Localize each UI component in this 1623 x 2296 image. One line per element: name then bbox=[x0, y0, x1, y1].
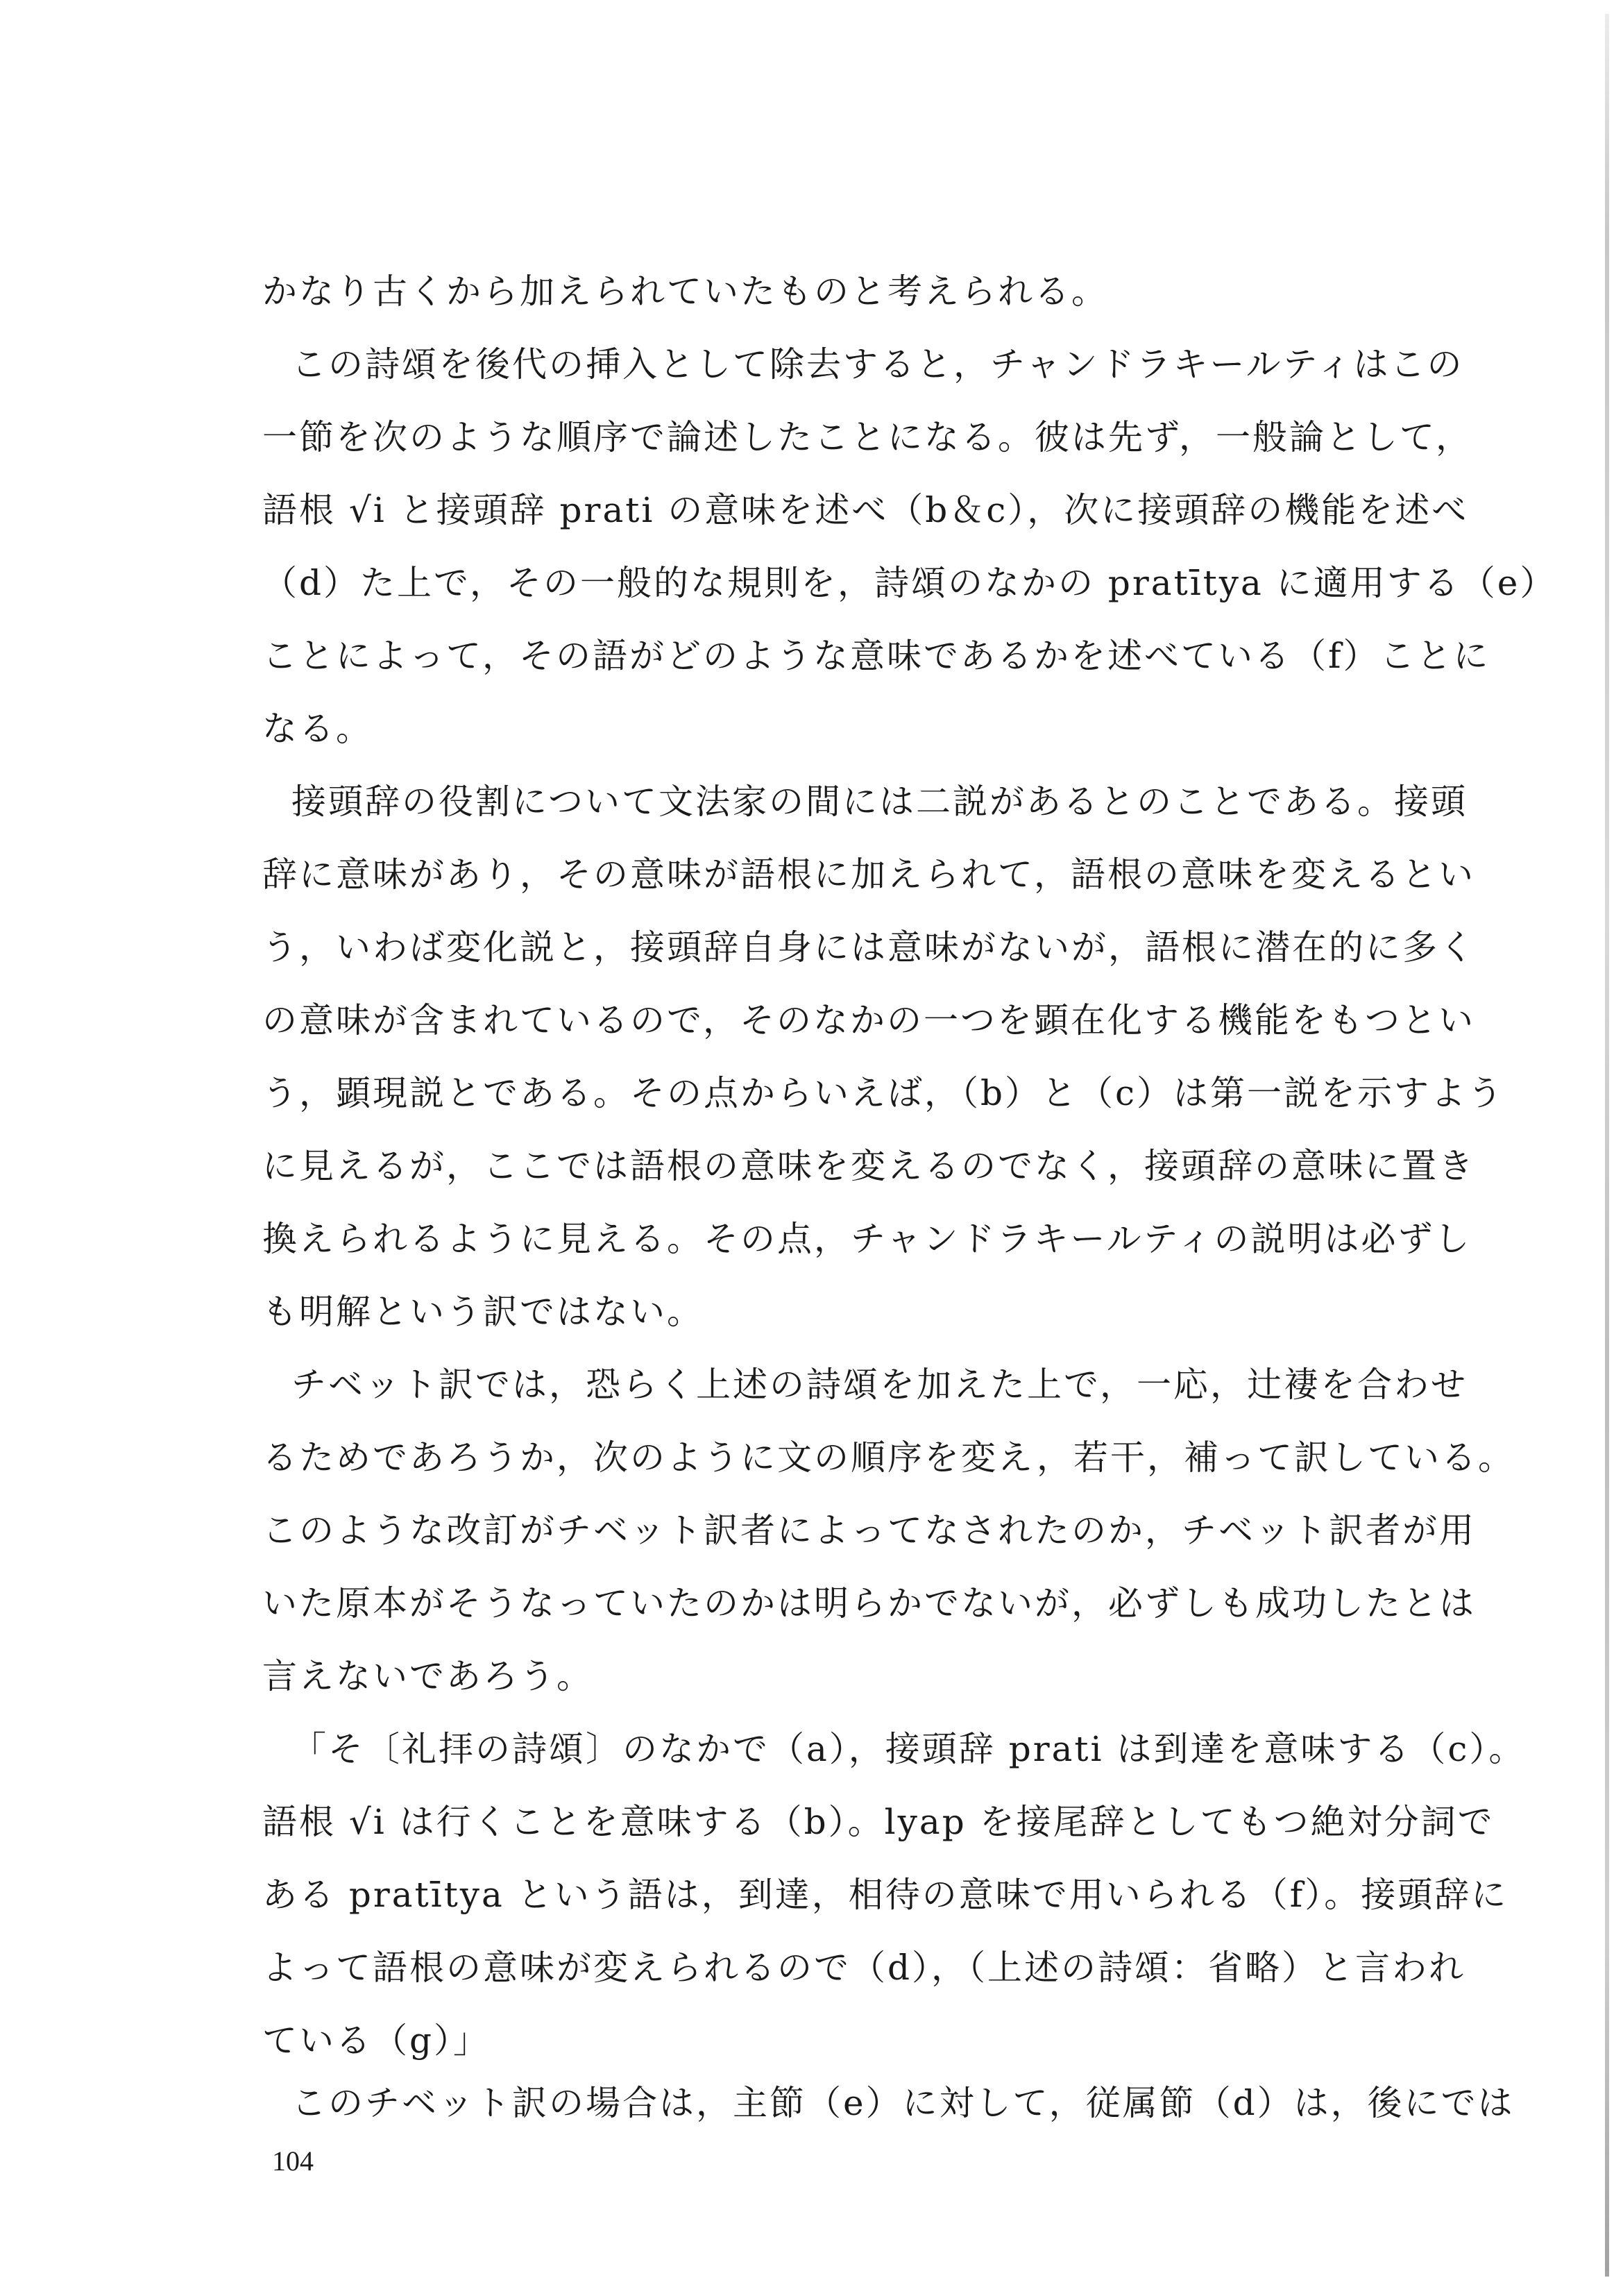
page-number: 104 bbox=[272, 2145, 314, 2177]
text-line: 「そ〔礼拝の詩頌〕のなかで（a），接頭辞 prati は到達を意味する（c）。 bbox=[291, 1729, 1526, 1769]
text-line: う，いわば変化説と，接頭辞自身には意味がないが，語根に潜在的に多く bbox=[262, 927, 1476, 968]
text-line: この詩頌を後代の挿入として除去すると，チャンドラキールティはこの bbox=[291, 344, 1464, 385]
text-line: の意味が含まれているので，そのなかの一つを顕在化する機能をもつとい bbox=[262, 1000, 1475, 1040]
text-line: るためであろうか，次のように文の順序を変え，若干，補って訳している。 bbox=[262, 1437, 1515, 1478]
text-line: このような改訂がチベット訳者によってなされたのか，チベット訳者が用 bbox=[262, 1510, 1476, 1551]
text-line: ことによって，その語がどのような意味であるかを述べている（f）ことに bbox=[262, 636, 1490, 676]
text-line: う，顕現説とである。その点からいえば，（b）と（c）は第一説を示すよう bbox=[262, 1073, 1505, 1113]
text-line: ある pratītya という語は，到達，相待の意味で用いられる（f）。接頭辞に bbox=[262, 1875, 1509, 1915]
text-line: 語根 √i は行くことを意味する（b）。lyap を接尾辞としてもつ絶対分詞で bbox=[262, 1802, 1495, 1842]
text-line: ている（g）」 bbox=[262, 2020, 491, 2061]
text-line: も明解という訳ではない。 bbox=[262, 1292, 704, 1332]
text-line: なる。 bbox=[262, 709, 373, 749]
scan-edge bbox=[1605, 14, 1609, 2277]
text-line: 語根 √i と接頭辞 prati の意味を述べ（b＆c），次に接頭辞の機能を述べ bbox=[262, 490, 1469, 530]
text-line: に見えるが，ここでは語根の意味を変えるのでなく，接頭辞の意味に置き bbox=[262, 1146, 1475, 1186]
text-line: （d）た上で，その一般的な規則を，詩頌のなかの pratītya に適用する（e） bbox=[262, 563, 1557, 603]
text-line: 接頭辞の役割について文法家の間には二説があるとのことである。接頭 bbox=[291, 782, 1468, 822]
text-line: 換えられるように見える。その点，チャンドラキールティの説明は必ずし bbox=[262, 1219, 1472, 1259]
text-line: このチベット訳の場合は，主節（e）に対して，従属節（d）は，後にでは bbox=[291, 2083, 1515, 2123]
text-line: よって語根の意味が変えられるので（d），（上述の詩頌：省略）と言われ bbox=[262, 1948, 1466, 1988]
text-line: かなり古くから加えられていたものと考えられる。 bbox=[262, 271, 1108, 312]
text-line: 辞に意味があり，その意味が語根に加えられて，語根の意味を変えるとい bbox=[262, 854, 1475, 895]
text-line: チベット訳では，恐らく上述の詩頌を加えた上で，一応，辻褄を合わせ bbox=[291, 1365, 1468, 1405]
text-line: 言えないであろう。 bbox=[262, 1656, 593, 1696]
text-line: いた原本がそうなっていたのかは明らかでないが，必ずしも成功したとは bbox=[262, 1583, 1476, 1623]
text-line: 一節を次のような順序で論述したことになる。彼は先ず，一般論として， bbox=[262, 417, 1472, 457]
